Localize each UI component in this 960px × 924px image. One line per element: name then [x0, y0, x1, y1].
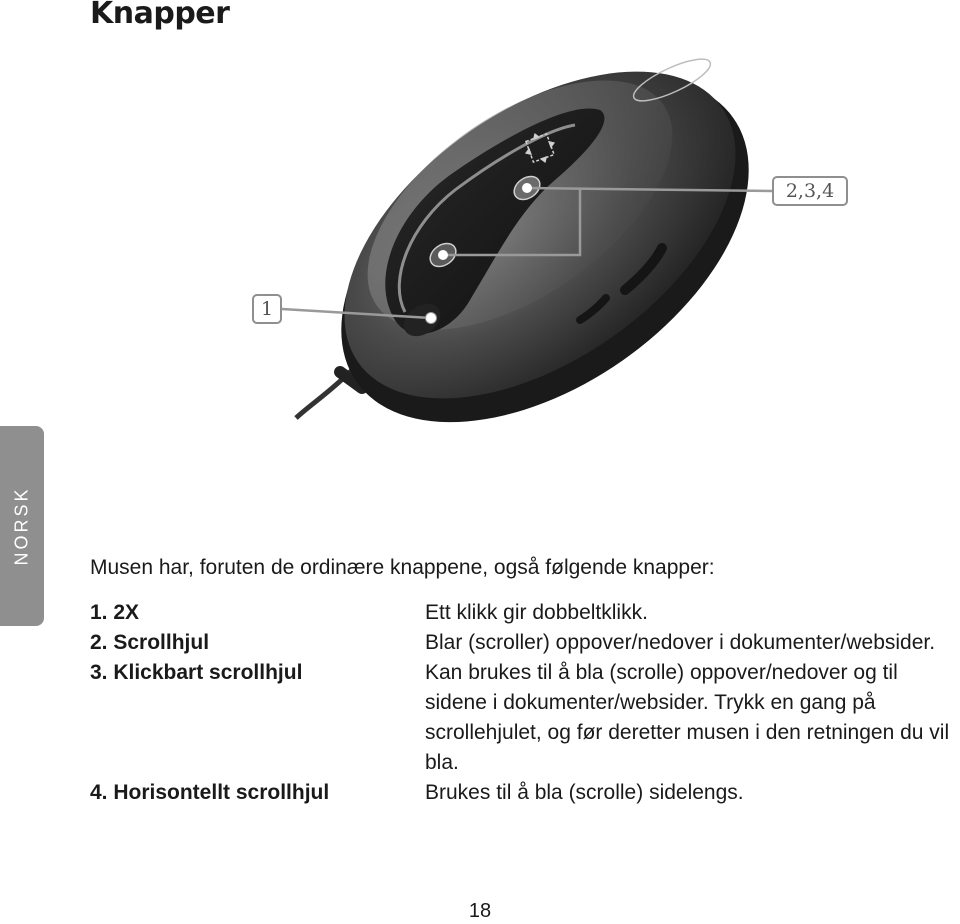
list-item [90, 598, 960, 628]
list-item [90, 628, 960, 658]
button-description: Blar (scroller) oppover/nedover i dokumenter/websider. [425, 631, 936, 654]
button-label: 2. Scrollhjul [90, 631, 210, 654]
language-tab-label: NORSK [11, 486, 32, 566]
button-list [90, 598, 960, 808]
button-description: Brukes til å bla (scrolle) sidelengs. [425, 781, 744, 804]
button-description: Kan brukes til å bla (scrolle) oppover/nedover og til sidene i dokumenter/websider. Trykk en gang på scrollehjulet, og før deretter musen i den retningen du vil bla. [425, 661, 950, 774]
button-label: 4. Horisontellt scrollhjul [90, 781, 330, 804]
intro-text: Musen har, foruten de ordinære knappene, også følgende knapper: [90, 556, 715, 579]
callout-2-3-4: 2,3,4 [772, 176, 848, 206]
callout-1: 1 [252, 294, 282, 324]
button-description: Ett klikk gir dobbeltklikk. [425, 601, 648, 624]
page-title: Knapper [90, 0, 230, 31]
button-label: 1. 2X [90, 601, 140, 624]
page-number: 18 [468, 900, 492, 922]
button-label: 3. Klickbart scrollhjul [90, 661, 303, 684]
list-item [90, 658, 960, 778]
mouse-illustration [0, 0, 960, 430]
list-item [90, 778, 960, 808]
language-tab [0, 426, 44, 626]
